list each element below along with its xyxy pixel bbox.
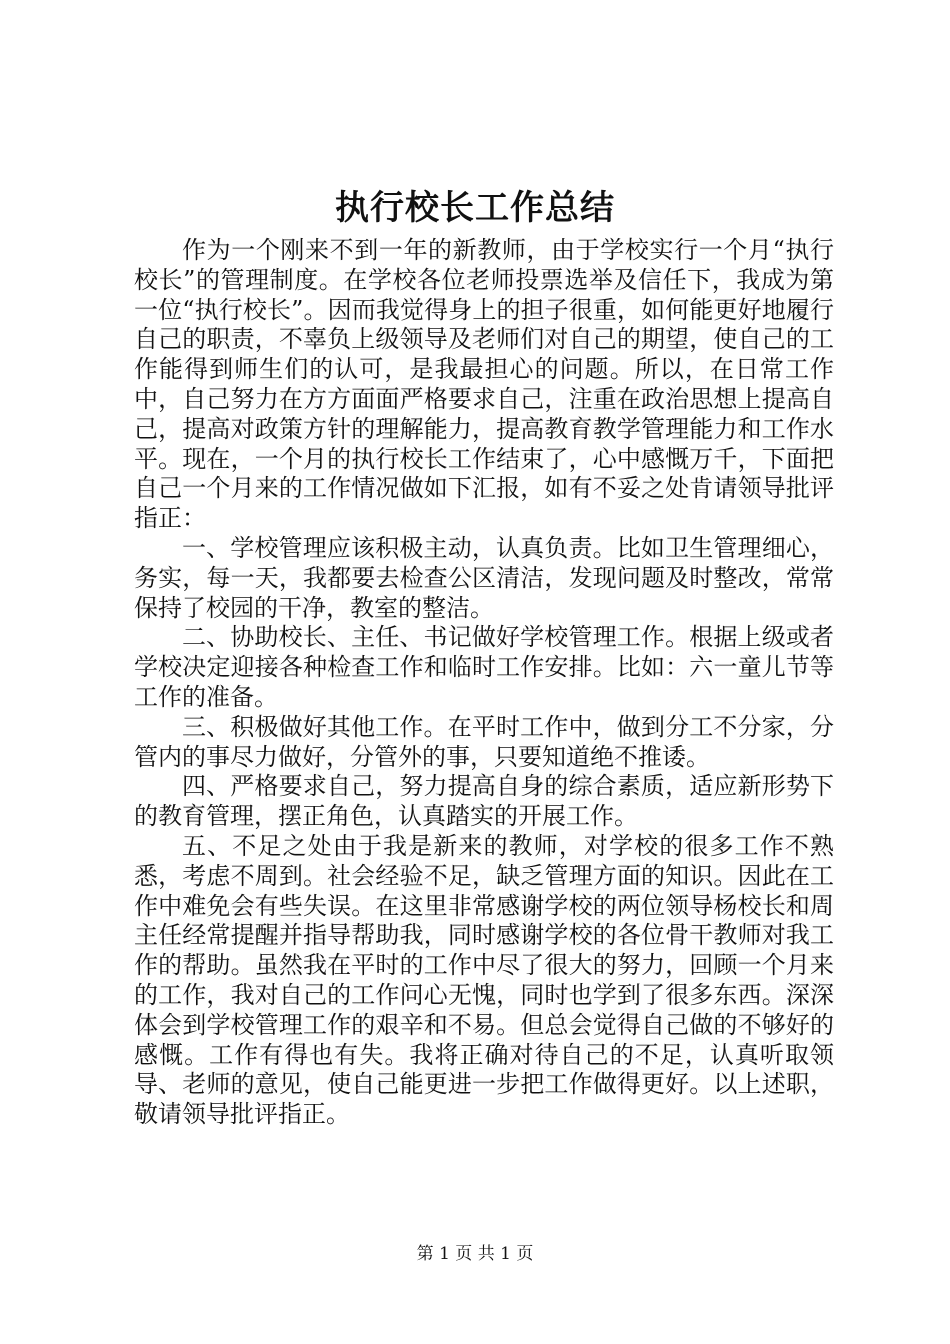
paragraph-intro: 作为一个刚来不到一年的新教师，由于学校实行一个月“执行校长”的管理制度。在学校各位老师投票选举及信任下，我成为第一位“执行校长”。因而我觉得身上的担子很重，如何能更好地履行自己的职责，不辜负上级领导及老师们对自己的期望，使自己的工作能得到师生们的认可，是我最担心的问题。所以，在日常工作中，自己努力在方方面面严格要求自己，注重在政治思想上提高自己，提高对政策方针的理解能力，提高教育教学管理能力和工作水平。现在，一个月的执行校长工作结束了，心中感慨万千，下面把自己一个月来的工作情况做如下汇报，如有不妥之处肯请领导批评指正： <box>134 236 834 533</box>
paragraph-item-1: 一、学校管理应该积极主动，认真负责。比如卫生管理细心，务实，每一天，我都要去检查公区清洁，发现问题及时整改，常常保持了校园的干净，教室的整洁。 <box>134 533 834 622</box>
paragraph-item-5: 五、不足之处由于我是新来的教师，对学校的很多工作不熟悉，考虑不周到。社会经验不足，缺乏管理方面的知识。因此在工作中难免会有些失误。在这里非常感谢学校的两位领导杨校长和周主任经常提醒并指导帮助我，同时感谢学校的各位骨干教师对我工作的帮助。虽然我在平时的工作中尽了很大的努力，回顾一个月来的工作，我对自己的工作问心无愧，同时也学到了很多东西。深深体会到学校管理工作的艰辛和不易。但总会觉得自己做的不够好的感慨。工作有得也有失。我将正确对待自己的不足，认真听取领导、老师的意见，使自己能更进一步把工作做得更好。以上述职，敬请领导批评指正。 <box>134 831 834 1129</box>
document-title: 执行校长工作总结 <box>335 188 615 228</box>
paragraph-item-2: 二、协助校长、主任、书记做好学校管理工作。根据上级或者学校决定迎接各种检查工作和临时工作安排。比如：六一童儿节等工作的准备。 <box>134 623 834 711</box>
document-body <box>134 236 834 1130</box>
paragraph-item-4: 四、严格要求自己，努力提高自身的综合素质，适应新形势下的教育管理，摆正角色，认真踏实的开展工作。 <box>134 772 834 831</box>
page-number-footer: 第 1 页 共 1 页 <box>416 1244 534 1264</box>
paragraph-item-3: 三、积极做好其他工作。在平时工作中，做到分工不分家，分管内的事尽力做好，分管外的事，只要知道绝不推诿。 <box>134 712 834 771</box>
